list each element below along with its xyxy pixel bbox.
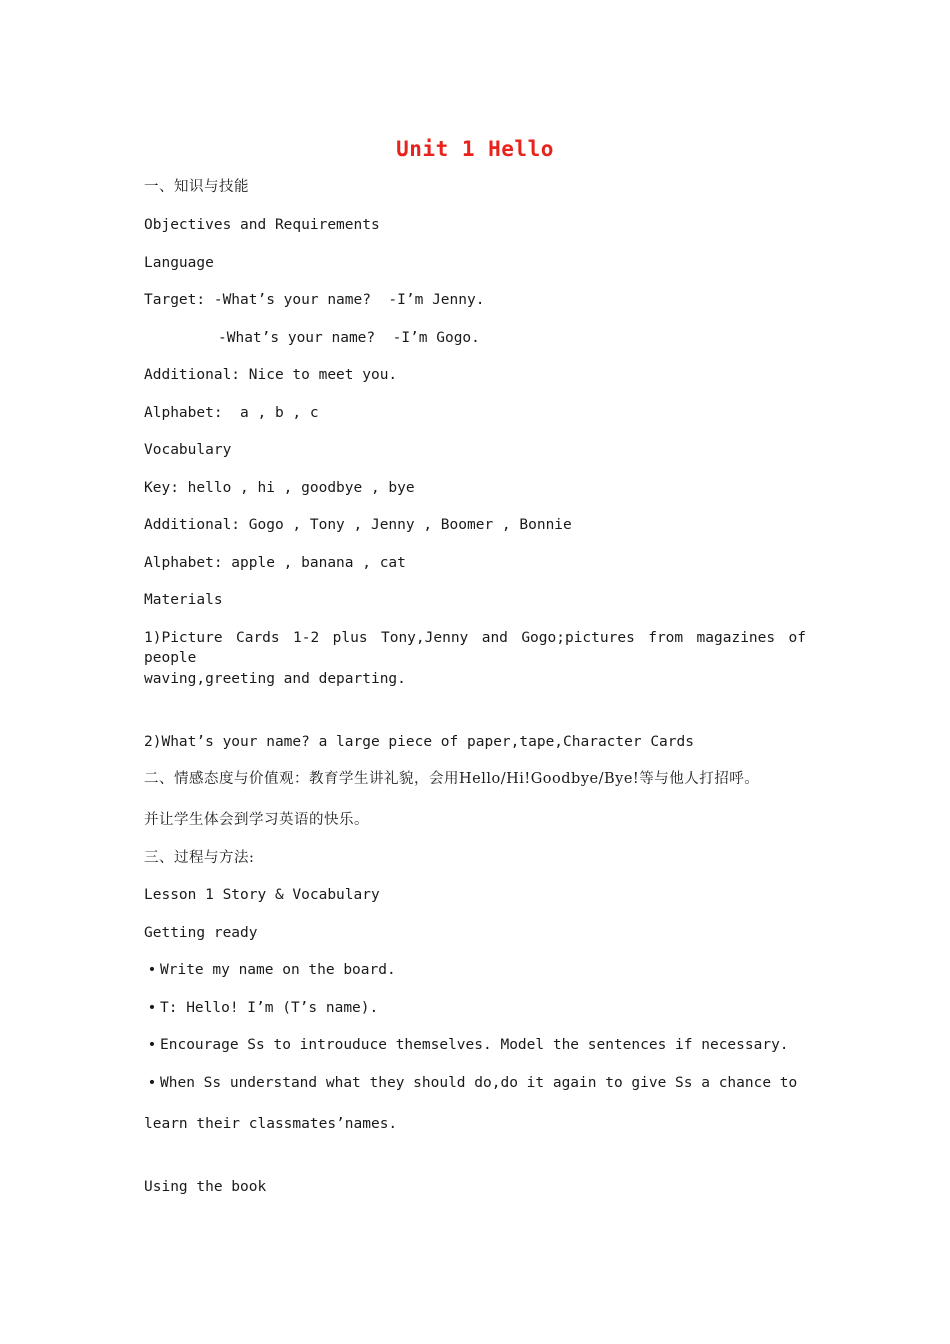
alphabet-vocabulary-line: Alphabet: apple , banana , cat: [144, 555, 406, 571]
bullet-icon: •: [147, 962, 157, 978]
materials-item-1-continued: waving,greeting and departing.: [144, 671, 406, 687]
objectives-heading: Objectives and Requirements: [144, 217, 380, 233]
vocabulary-heading: Vocabulary: [144, 442, 232, 458]
additional-vocabulary-line: Additional: Gogo , Tony , Jenny , Boomer , Bonnie: [144, 517, 572, 533]
list-item: [144, 1035, 789, 1055]
alphabet-language-line: Alphabet: a , b , c: [144, 405, 319, 421]
bullet-icon: •: [147, 1037, 157, 1053]
list-item: [144, 960, 396, 980]
getting-ready-heading: Getting ready: [144, 925, 258, 941]
list-item-text: Encourage Ss to introuduce themselves. Model the sentences if necessary.: [160, 1037, 789, 1053]
section-heading-attitude-values: 二、情感态度与价值观：教育学生讲礼貌，会用Hello/Hi!Goodbye/Bye!等与他人打招呼。: [144, 771, 760, 787]
list-item-text: When Ss understand what they should do,do it again to give Ss a chance to: [160, 1075, 798, 1091]
document-title: Unit 1 Hello: [396, 137, 554, 161]
list-item: [144, 998, 378, 1018]
key-vocabulary-line: Key: hello , hi , goodbye , bye: [144, 480, 415, 496]
list-item-continued: learn their classmates’names.: [144, 1116, 398, 1132]
using-the-book-heading: Using the book: [144, 1179, 267, 1195]
section-heading-process-methods: 三、过程与方法:: [144, 850, 255, 866]
list-item: [144, 1073, 806, 1093]
language-heading: Language: [144, 255, 214, 271]
section-attitude-values-continued: 并让学生体会到学习英语的快乐。: [144, 812, 369, 828]
materials-item-1: 1)Picture Cards 1-2 plus Tony,Jenny and Gogo;pictures from magazines of people: [144, 630, 806, 666]
bullet-icon: •: [147, 1075, 157, 1091]
materials-heading: Materials: [144, 592, 223, 608]
bullet-icon: •: [147, 1000, 157, 1016]
target-line: Target: -What’s your name? -I’m Jenny.: [144, 292, 485, 308]
section-heading-knowledge-skills: 一、知识与技能: [144, 179, 249, 195]
materials-item-2: 2)What’s your name? a large piece of paper,tape,Character Cards: [144, 734, 694, 750]
lesson-heading: Lesson 1 Story & Vocabulary: [144, 887, 380, 903]
list-item-text: T: Hello! I’m (T’s name).: [160, 1000, 379, 1016]
additional-language-line: Additional: Nice to meet you.: [144, 367, 398, 383]
target-line-2: -What’s your name? -I’m Gogo.: [218, 330, 480, 346]
list-item-text: Write my name on the board.: [160, 962, 396, 978]
